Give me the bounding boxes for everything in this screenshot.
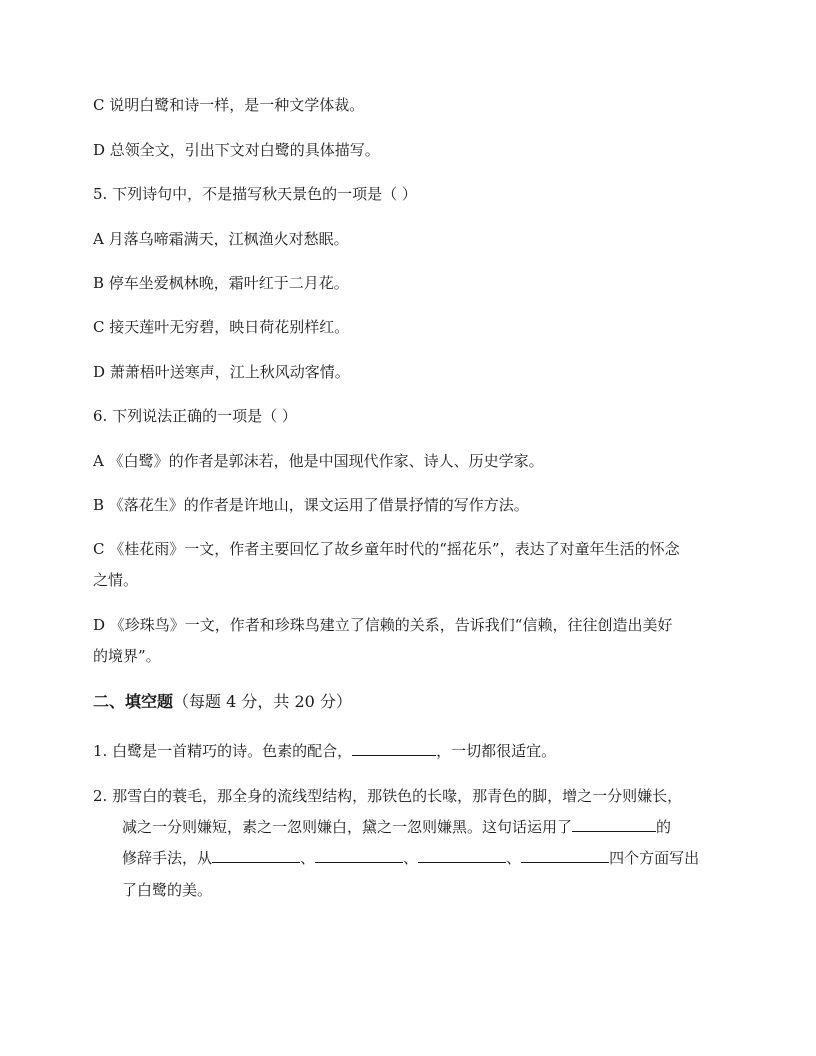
q6-option-b: B 《落花生》的作者是许地山，课文运用了借景抒情的写作方法。	[93, 496, 529, 514]
q6-option-c-line1: C 《桂花雨》一文，作者主要回忆了故乡童年时代的“摇花乐”，表达了对童年生活的怀念	[93, 540, 680, 558]
fill2-blank-aspect-2[interactable]	[315, 848, 403, 863]
fill2-sep-3: 、	[506, 849, 522, 867]
fill2-blank-aspect-1[interactable]	[212, 848, 300, 863]
q5-option-c: C 接天莲叶无穷碧，映日荷花别样红。	[93, 318, 350, 336]
fill1-text-after: ，一切都很适宜。	[436, 742, 557, 760]
fill2-line2	[122, 817, 671, 837]
q5-stem: 5. 下列诗句中，不是描写秋天景色的一项是（ ）	[93, 185, 417, 203]
q4-option-c: C 说明白鹭和诗一样，是一种文学体裁。	[93, 96, 365, 114]
fill2-line1: 2. 那雪白的蓑毛，那全身的流线型结构，那铁色的长喙，那青色的脚，增之一分则嫌长，	[93, 787, 683, 805]
fill1-blank[interactable]	[352, 741, 436, 756]
section-subtitle: （每题 4 分，共 20 分）	[173, 692, 352, 711]
fill2-sep-1: 、	[300, 849, 316, 867]
fill2-blank-rhetoric[interactable]	[572, 817, 656, 832]
fill2-sep-2: 、	[403, 849, 419, 867]
fill2-line2-after: 的	[656, 818, 672, 836]
q5-option-b: B 停车坐爱枫林晚，霜叶红于二月花。	[93, 274, 349, 292]
fill2-line3	[122, 848, 699, 868]
section-title: 二、填空题	[93, 692, 174, 711]
fill2-blank-aspect-3[interactable]	[418, 848, 506, 863]
q6-option-d-line1: D 《珍珠鸟》一文，作者和珍珠鸟建立了信赖的关系，告诉我们“信赖，往往创造出美好	[93, 616, 673, 634]
q5-option-a: A 月落乌啼霜满天，江枫渔火对愁眠。	[93, 230, 349, 248]
q6-option-c-line2: 之情。	[93, 571, 139, 589]
q4-option-d: D 总领全文，引出下文对白鹭的具体描写。	[93, 141, 380, 159]
fill2-line4: 了白鹭的美。	[122, 881, 213, 899]
fill2-line3-start: 修辞手法，从	[122, 849, 213, 867]
fill2-blank-aspect-4[interactable]	[521, 848, 609, 863]
fill2-line2-text: 减之一分则嫌短，素之一忽则嫌白，黛之一忽则嫌黑。这句话运用了	[122, 818, 573, 836]
q6-option-d-line2: 的境界”。	[93, 647, 161, 665]
q5-option-d: D 萧萧梧叶送寒声，江上秋风动客情。	[93, 363, 350, 381]
q6-option-a: A 《白鹭》的作者是郭沫若，他是中国现代作家、诗人、历史学家。	[93, 452, 544, 470]
fill2-line3-end: 四个方面写出	[609, 849, 700, 867]
fill-question-1	[93, 741, 556, 761]
section-heading-fill-in	[93, 692, 352, 712]
fill1-text-before: 1. 白鹭是一首精巧的诗。色素的配合，	[93, 742, 353, 760]
q6-stem: 6. 下列说法正确的一项是（ ）	[93, 407, 297, 425]
